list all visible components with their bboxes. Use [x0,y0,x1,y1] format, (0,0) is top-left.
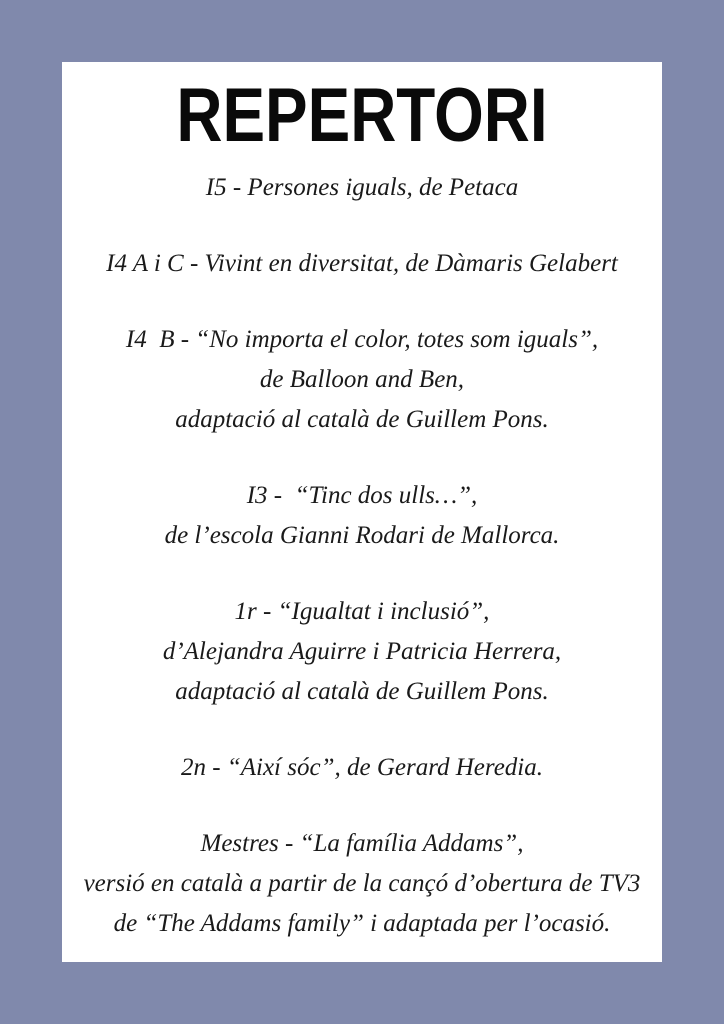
repertoire-line: adaptació al català de Guillem Pons. [175,678,549,705]
repertoire-group-i4b [126,320,598,440]
repertoire-group-i4ac [106,244,618,284]
repertoire-group-i3 [165,476,560,556]
page-title: REPERTORI [176,73,548,158]
repertoire-line: I4 B - “No importa el color, totes som iguals”, [125,326,599,353]
repertoire-line: de “The Addams family” i adaptada per l’ocasió. [113,910,611,937]
repertoire-line: I4 A i C - Vivint en diversitat, de Dàmaris Gelabert [106,250,618,277]
poster-page [62,62,662,962]
repertoire-line: I3 - “Tinc dos ulls…”, [246,482,478,509]
repertoire-line: d’Alejandra Aguirre i Patricia Herrera, [162,638,562,665]
repertoire-line: 2n - “Així sóc”, de Gerard Heredia. [181,754,543,781]
repertoire-line: 1r - “Igualtat i inclusió”, [234,598,490,625]
repertoire-line: I5 - Persones iguals, de Petaca [205,174,519,201]
repertoire-group-mestres [84,824,641,944]
repertoire-group-2n [181,748,543,788]
repertoire-list [62,168,662,944]
repertoire-line: de Balloon and Ben, [259,366,465,393]
repertoire-line: de l’escola Gianni Rodari de Mallorca. [164,522,560,549]
repertoire-line: adaptació al català de Guillem Pons. [175,406,549,433]
repertoire-line: versió en català a partir de la cançó d’obertura de TV3 [83,870,641,897]
repertoire-group-1r [163,592,561,712]
repertoire-line: Mestres - “La família Addams”, [200,830,524,857]
repertoire-group-i5 [206,168,518,208]
